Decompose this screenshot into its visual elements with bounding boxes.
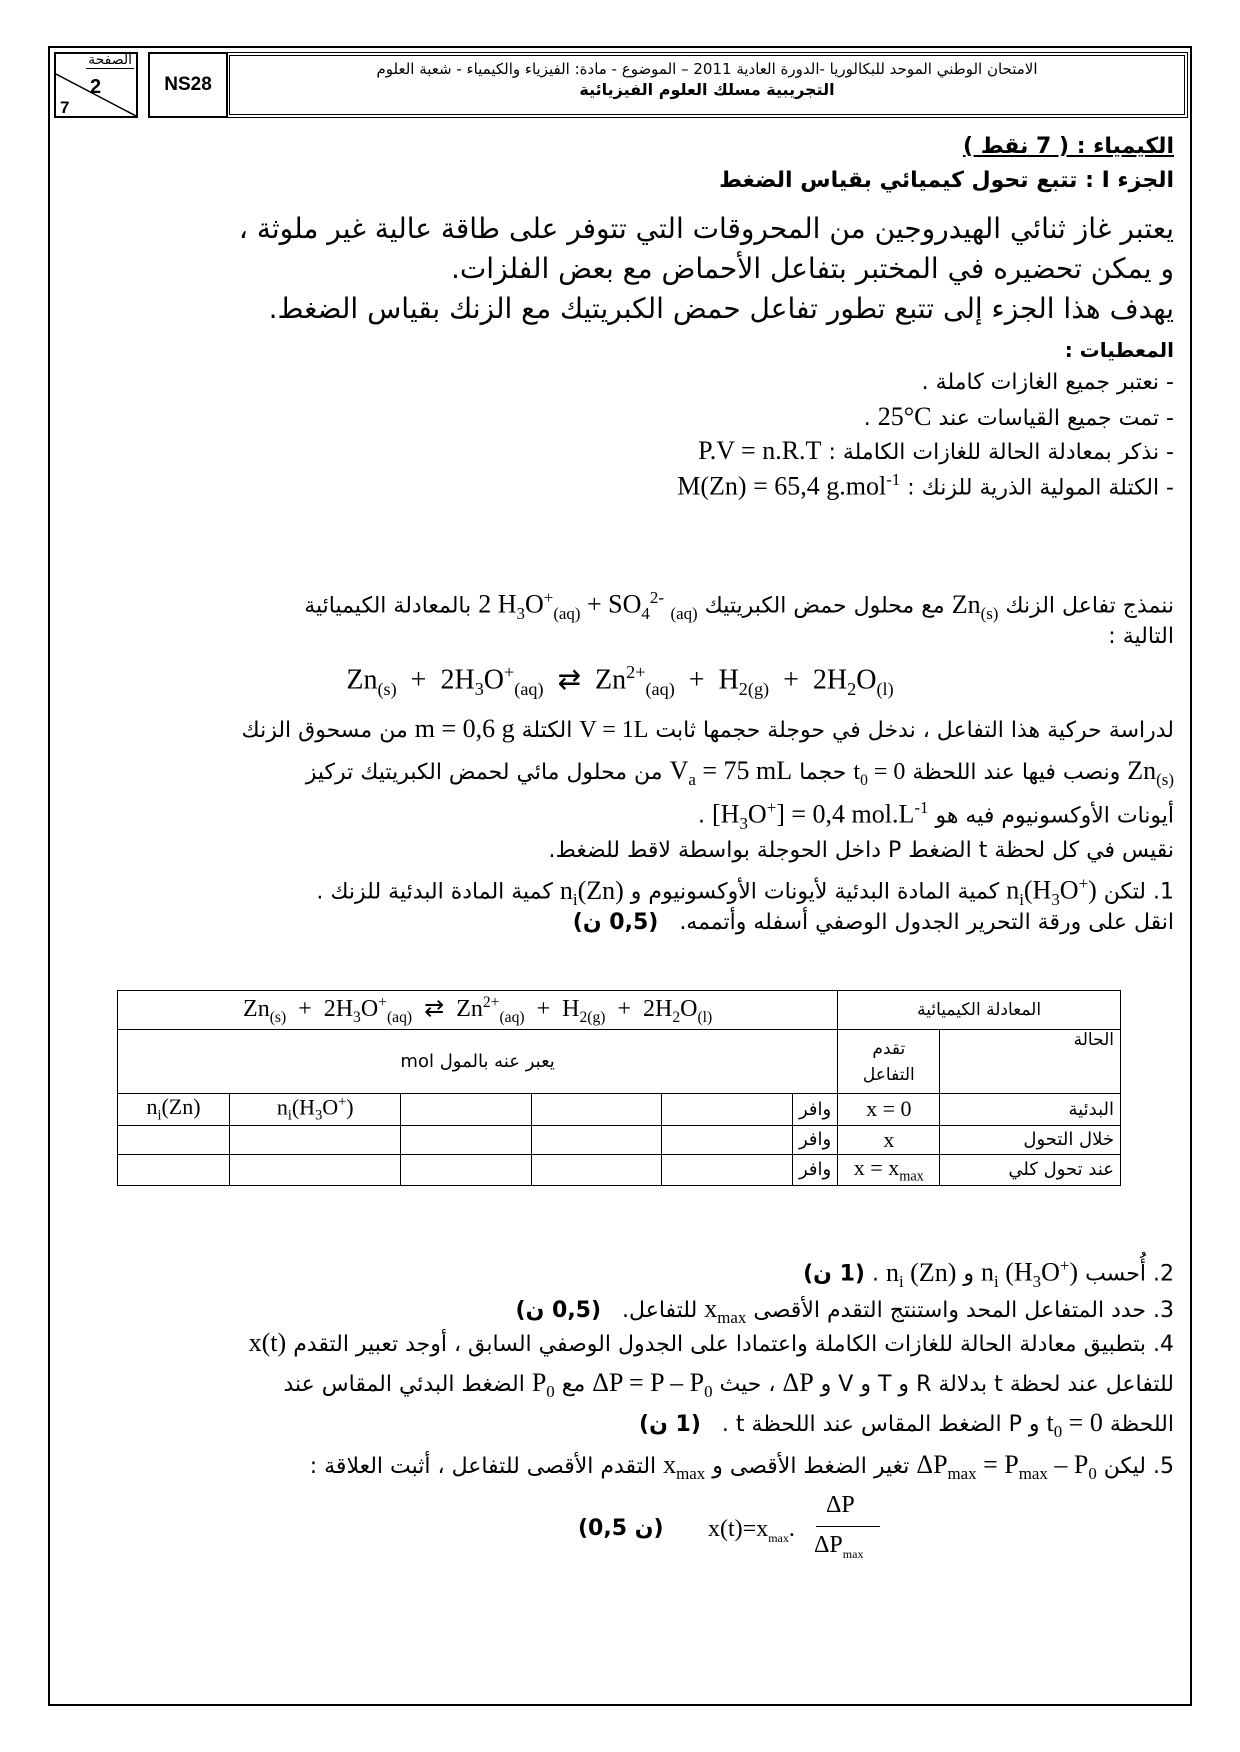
question-5: 5. ليكن $\Delta P_{max} = P_{max} - P_0$ تغير الضغط الأقصى و $x_{max}$ التقدم الأقصى للتفاعل ، أثبت العلاقة : (309, 1450, 1174, 1484)
progress-table (117, 990, 1121, 1186)
table-row (118, 1125, 1121, 1154)
ideal-gas-law: P.V = n.R.T (698, 436, 822, 465)
data-item-2: - تمت جميع القياسات عند 25°C . (863, 402, 1174, 431)
data-item-4: - الكتلة المولية الذرية للزنك : M(Zn) = 65,4 g.mol$^{-1}$ (677, 470, 1174, 501)
water-cell: وافر (792, 1094, 837, 1126)
molar-mass-zn: M(Zn) = 65,4 g.mol$^{-1}$ (677, 470, 901, 501)
model-line2: التالية : (1108, 624, 1174, 649)
reaction-equation: $Zn_{(s)} + 2H_3O^+_{(aq)}$ ⇄ $Zn^{2+}_{(aq)} + H_{2(g)} + 2H_2O_{(l)}$ (346, 662, 894, 699)
advancement-label: تقدم التفاعل (838, 1030, 940, 1094)
adv-cell: $x = x_{max}$ (838, 1154, 940, 1185)
exam-title-box (226, 52, 1188, 118)
state-cell: البدئية (940, 1094, 1121, 1126)
water-cell: وافر (792, 1125, 837, 1154)
part-title: الجزء I : تتبع تحول كيميائي بقياس الضغط (719, 168, 1174, 193)
protocol-line3: أيونات الأوكسونيوم فيه هو $[H_3O^+] = 0,4$ $mol.L^{-1}$ . (698, 798, 1174, 833)
temperature-value: 25°C (877, 402, 932, 431)
chemistry-title: الكيمياء : ( 7 نقط ) (963, 134, 1174, 159)
question-4-line2: للتفاعل عند لحظة t بدلالة R و T و V و ΔP ، حيث $\Delta P = P - P_0$ مع $P_0$ الضغط البدئي المقاس عند (283, 1368, 1174, 1402)
table-equation: $Zn_{(s)} + 2H_3O^+_{(aq)}$ ⇄ $Zn^{2+}_{(aq)} + H_{2(g)} + 2H_2O_{(l)}$ (118, 991, 838, 1030)
question-2: 2. أُحسب $n_i$ $(H_3O^+)$ و $n_i$ (Zn) . (1 ن) (803, 1256, 1174, 1291)
q1-points: (0,5 ن) (572, 910, 659, 935)
data-title: المعطيات : (1064, 338, 1174, 362)
eq-label: المعادلة الكيميائية (838, 991, 1121, 1030)
page-number: 2 (90, 76, 102, 98)
data-item-1: - نعتبر جميع الغازات كاملة . (921, 370, 1174, 395)
question-4-line3: اللحظة $t_0 = 0$ و P الضغط المقاس عند اللحظة t . (1 ن) (639, 1408, 1174, 1442)
question-4-line1: 4. بتطبيق معادلة الحالة للغازات الكاملة واعتمادا على الجدول الوصفي السابق ، أوجد تعبير التقدم x(t) (248, 1328, 1174, 1357)
page-label: الصفحة (88, 52, 132, 68)
protocol-line1: لدراسة حركية هذا التفاعل ، ندخل في حوجلة حجمها ثابت V = 1L الكتلة m = 0,6 g من مسحوق الزنك (241, 714, 1174, 743)
question-1: 1. لتكن $n_i(H_3O^+)$ كمية المادة البدئية لأيونات الأوكسونيوم و $n_i(Zn)$ كمية المادة البدئية للزنك . (316, 874, 1174, 909)
question-1-line2: انقل على ورقة التحرير الجدول الوصفي أسفله وأتممه. (0,5 ن) (572, 910, 1174, 935)
data-item-3: - نذكر بمعادلة الحالة للغازات الكاملة : P.V = n.R.T (698, 436, 1174, 465)
q2-points: (1 ن) (803, 1261, 865, 1287)
exam-code: NS28 (148, 52, 228, 118)
ni-h3o-cell: $n_i(H_3O^+)$ (230, 1094, 401, 1126)
model-line1: ننمذج تفاعل الزنك $Zn_{(s)}$ مع محلول حمض الكبريتيك 2 $H_3O^+_{(aq)} + SO_4^{2-}$ $_{(aq)}$ بالمعادلة الكيميائية (304, 588, 1174, 623)
water-cell: وافر (792, 1154, 837, 1185)
state-label: الحالة (940, 1030, 1121, 1094)
q3-points: (0,5 ن) (515, 1298, 602, 1323)
table-row (118, 1154, 1121, 1185)
exam-title-line2: التجريبية مسلك العلوم الفيزيائية (579, 80, 835, 99)
intro-line2: و يمكن تحضيره في المختبر بتفاعل الأحماض مع بعض الفلزات. (451, 252, 1174, 285)
q4-points: (1 ن) (639, 1412, 701, 1437)
state-cell: عند تحول كلي (940, 1154, 1121, 1185)
state-cell: خلال التحول (940, 1125, 1121, 1154)
intro-line3: يهدف هذا الجزء إلى تتبع تطور تفاعل حمض الكبريتيك مع الزنك بقياس الضغط. (268, 292, 1174, 325)
protocol-line2: $Zn_{(s)}$ ونصب فيها عند اللحظة $t_0 = 0$ حجما $V_a = 75$ mL من محلول مائي لحمض الكبريتيك تركيز (305, 756, 1174, 790)
adv-cell: x (838, 1125, 940, 1154)
q5-points: (0,5 ن) (578, 1516, 664, 1541)
adv-cell: x = 0 (838, 1094, 940, 1126)
relation-formula: (0,5 ن) $x(t)=x_{max}$. ΔP $\Delta P_{max}$ (578, 1492, 908, 1572)
page-total: 7 (60, 98, 70, 117)
unit-label: يعبر عنه بالمول mol (118, 1030, 838, 1094)
protocol-line4: نقيس في كل لحظة t الضغط P داخل الحوجلة بواسطة لاقط للضغط. (548, 838, 1174, 863)
question-3: 3. حدد المتفاعل المحد واستنتج التقدم الأقصى $x_{max}$ للتفاعل. (0,5 ن) (515, 1294, 1174, 1328)
ni-zn-cell: $n_i(Zn)$ (118, 1094, 230, 1126)
exam-title-line1: الامتحان الوطني الموحد للبكالوريا -الدورة العادية 2011 – الموضوع - مادة: الفيزياء والكيمياء - شعبة العلوم (376, 60, 1038, 78)
intro-line1: يعتبر غاز ثنائي الهيدروجين من المحروقات التي تتوفر على طاقة عالية غير ملوثة ، (238, 212, 1174, 245)
table-row (118, 1094, 1121, 1126)
exam-header (48, 46, 1192, 124)
page-number-box (54, 52, 138, 118)
